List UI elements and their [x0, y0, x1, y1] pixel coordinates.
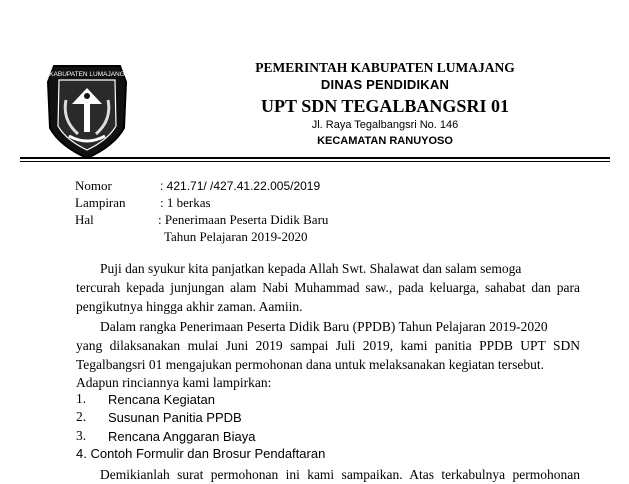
logo-text: KABUPATEN LUMAJANG	[49, 71, 125, 78]
list-item-number: 1.	[76, 391, 87, 406]
hal-label: Hal	[75, 212, 94, 227]
para3-line1: Demikianlah surat permohonan ini kami sampaikan. Atas terkabulnya permohonan	[100, 467, 580, 482]
nomor-label: Nomor	[75, 178, 112, 193]
hal-value: : Penerimaan Peserta Didik Baru	[158, 212, 329, 227]
para1-line3: pengikutnya hingga akhir zaman. Aamiin.	[76, 299, 303, 314]
government-name: PEMERINTAH KABUPATEN LUMAJANG	[255, 60, 515, 75]
department-name: DINAS PENDIDIKAN	[320, 77, 450, 92]
lampiran-value: : 1 berkas	[160, 195, 211, 210]
list-item-text: Susunan Panitia PPDB	[108, 410, 242, 425]
district-name: KECAMATAN RANUYOSO	[317, 135, 453, 147]
para2-line2: yang dilaksanakan mulai Juni 2019 sampai Juli 2019, kami panitia PPDB UPT SDN	[76, 338, 580, 353]
school-name: UPT SDN TEGALBANGSRI 01	[261, 96, 509, 116]
para1-line1: Puji dan syukur kita panjatkan kepada Allah Swt. Shalawat dan salam semoga	[100, 261, 522, 276]
para1-line2: tercurah kepada junjungan alam Nabi Muhammad saw., pada keluarga, sahabat dan para	[76, 280, 580, 295]
para2-line4: Adapun rinciannya kami lampirkan:	[76, 375, 272, 390]
para2-line3: Tegalbangsri 01 mengajukan permohonan dana untuk melaksanakan kegiatan tersebut.	[76, 357, 545, 372]
list-item-text: Rencana Kegiatan	[108, 392, 215, 407]
list-item-4: 4. Contoh Formulir dan Brosur Pendaftaran	[76, 446, 326, 461]
nomor-value: : 421.71/ /427.41.22.005/2019	[160, 179, 321, 193]
para2-line1: Dalam rangka Penerimaan Peserta Didik Baru (PPDB) Tahun Pelajaran 2019-2020	[100, 319, 548, 334]
list-item-number: 3.	[76, 428, 87, 443]
list-item-number: 2.	[76, 409, 87, 424]
list-item-text: Rencana Anggaran Biaya	[108, 429, 256, 444]
lampiran-label: Lampiran	[75, 195, 126, 210]
header-divider-thin	[20, 161, 610, 162]
regency-emblem-icon	[24, 60, 148, 162]
school-address: Jl. Raya Tegalbangsri No. 146	[311, 119, 459, 131]
hal-value-2: Tahun Pelajaran 2019-2020	[164, 229, 308, 244]
header-divider-thick	[20, 157, 610, 159]
